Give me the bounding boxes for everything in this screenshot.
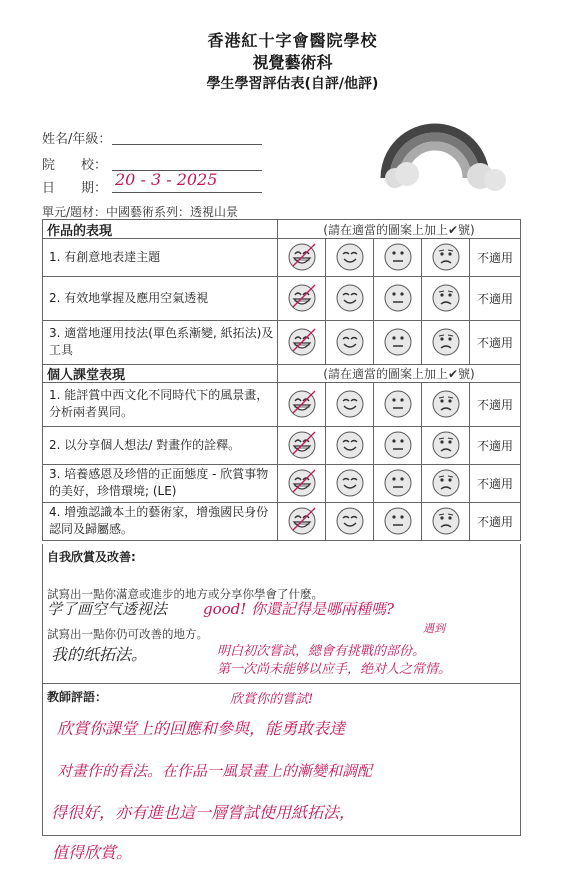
section-header: 個人課堂表現 (42, 364, 277, 382)
neutral-face-icon[interactable] (373, 320, 421, 364)
rainbow-cloud-icon (375, 118, 510, 198)
smile-face-icon[interactable] (325, 426, 373, 464)
comment-line-1: 欣賞你課堂上的回應和參與，能勇敢表達 (57, 719, 346, 738)
neutral-face-icon[interactable] (373, 276, 421, 320)
smile-face-icon[interactable] (325, 238, 373, 276)
prompt-improve: 試寫出一點你仍可改善的地方。 (47, 627, 208, 641)
grin-face-icon[interactable] (277, 426, 325, 464)
not-applicable-option[interactable]: 不適用 (469, 426, 521, 464)
not-applicable-option[interactable]: 不適用 (469, 464, 521, 502)
comment-line-4: 值得欣賞。 (52, 843, 133, 862)
smile-face-icon[interactable] (325, 502, 373, 540)
teacher-comment-section (42, 684, 521, 836)
grin-face-icon[interactable] (277, 320, 325, 364)
table-row (42, 426, 521, 465)
prompt-satisfied: 試寫出一點你滿意或進步的地方或分享你學會了什麼。 (47, 587, 323, 601)
grin-face-icon[interactable] (277, 238, 325, 276)
not-applicable-option[interactable]: 不適用 (469, 238, 521, 276)
grin-face-icon[interactable] (277, 276, 325, 320)
smile-face-icon[interactable] (325, 382, 373, 426)
teacher-reply-2: 明白初次嘗試，總會有挑戰的部份。 (217, 644, 426, 659)
smile-face-icon[interactable] (325, 320, 373, 364)
section-header-row (42, 364, 521, 383)
teacher-reply-4: 欣賞你的嘗試! (230, 692, 314, 707)
smile-face-icon[interactable] (325, 276, 373, 320)
not-applicable-option[interactable]: 不適用 (469, 276, 521, 320)
criterion-label: 2. 有效地掌握及應用空氣透視 (42, 276, 277, 320)
name-line (112, 144, 262, 145)
neutral-face-icon[interactable] (373, 464, 421, 502)
not-applicable-option[interactable]: 不適用 (469, 502, 521, 540)
school-name: 香港紅十字會醫院學校 (207, 31, 378, 50)
section-header: 作品的表現 (42, 220, 277, 238)
unit-topic: 單元/題材：中國藝術系列：透視山景 (42, 205, 239, 219)
instruction-text: (請在適當的圖案上加上✔號) (277, 364, 521, 382)
worried-face-icon[interactable] (421, 320, 469, 364)
table-row (42, 382, 521, 427)
section-header-row (42, 220, 521, 239)
worried-face-icon[interactable] (421, 464, 469, 502)
teacher-comment-title: 教師評語： (47, 690, 108, 704)
name-label: 姓名/年級： (42, 132, 112, 147)
not-applicable-option[interactable]: 不適用 (469, 320, 521, 364)
date-label: 日 期： (42, 181, 108, 196)
date-value: 20 - 3 - 2025 (115, 170, 218, 189)
teacher-reply-1: good! 你還記得是哪兩種嗎? (203, 600, 395, 618)
criterion-label: 3. 培養感恩及珍惜的正面態度 - 欣賞事物的美好，珍惜環境; (LE) (42, 464, 277, 502)
neutral-face-icon[interactable] (373, 502, 421, 540)
not-applicable-option[interactable]: 不適用 (469, 382, 521, 426)
criterion-label: 3. 適當地運用技法(單色系漸變, 紙拓法)及工具 (42, 320, 277, 364)
comment-line-2: 对畫作的看法。在作品一風景畫上的漸變和調配 (57, 762, 373, 780)
grin-face-icon[interactable] (277, 382, 325, 426)
form-title: 學生學習評估表(自評/他評) (206, 76, 379, 92)
criterion-label: 1. 能評賞中西文化不同時代下的風景畫，分析兩者異同。 (42, 382, 277, 426)
worried-face-icon[interactable] (421, 426, 469, 464)
student-answer-2: 我的纸拓法。 (51, 645, 148, 664)
teacher-reply-3: 第一次尚未能够以应手，绝对人之常情。 (217, 662, 452, 677)
smile-face-icon[interactable] (325, 464, 373, 502)
grin-face-icon[interactable] (277, 464, 325, 502)
worried-face-icon[interactable] (421, 238, 469, 276)
neutral-face-icon[interactable] (373, 426, 421, 464)
neutral-face-icon[interactable] (373, 238, 421, 276)
comment-line-3: 得很好，亦有進也這一層嘗試使用紙拓法， (51, 803, 356, 822)
criterion-label: 4. 增強認識本土的藝術家，增強國民身份認同及歸屬感。 (42, 502, 277, 540)
criterion-label: 1. 有創意地表達主題 (42, 238, 277, 276)
worried-face-icon[interactable] (421, 502, 469, 540)
campus-label: 院 校： (42, 158, 108, 173)
date-line (112, 192, 262, 193)
instruction-text: (請在適當的圖案上加上✔號) (277, 220, 521, 238)
criterion-label: 2. 以分享個人想法/ 對畫作的詮釋。 (42, 426, 277, 464)
neutral-face-icon[interactable] (373, 382, 421, 426)
table-row (42, 464, 521, 503)
evaluation-table (42, 219, 521, 536)
subject-title: 視覺藝術科 (252, 53, 333, 72)
table-row (42, 320, 521, 365)
teacher-reply-insert: 遇到 (423, 622, 445, 635)
table-row (42, 238, 521, 277)
table-row (42, 276, 521, 321)
table-row (42, 502, 521, 541)
self-review-section (42, 544, 521, 684)
grin-face-icon[interactable] (277, 502, 325, 540)
worried-face-icon[interactable] (421, 382, 469, 426)
student-answer-1: 学了画空气透视法 (47, 600, 168, 618)
self-review-title: 自我欣賞及改善: (47, 550, 136, 564)
worried-face-icon[interactable] (421, 276, 469, 320)
